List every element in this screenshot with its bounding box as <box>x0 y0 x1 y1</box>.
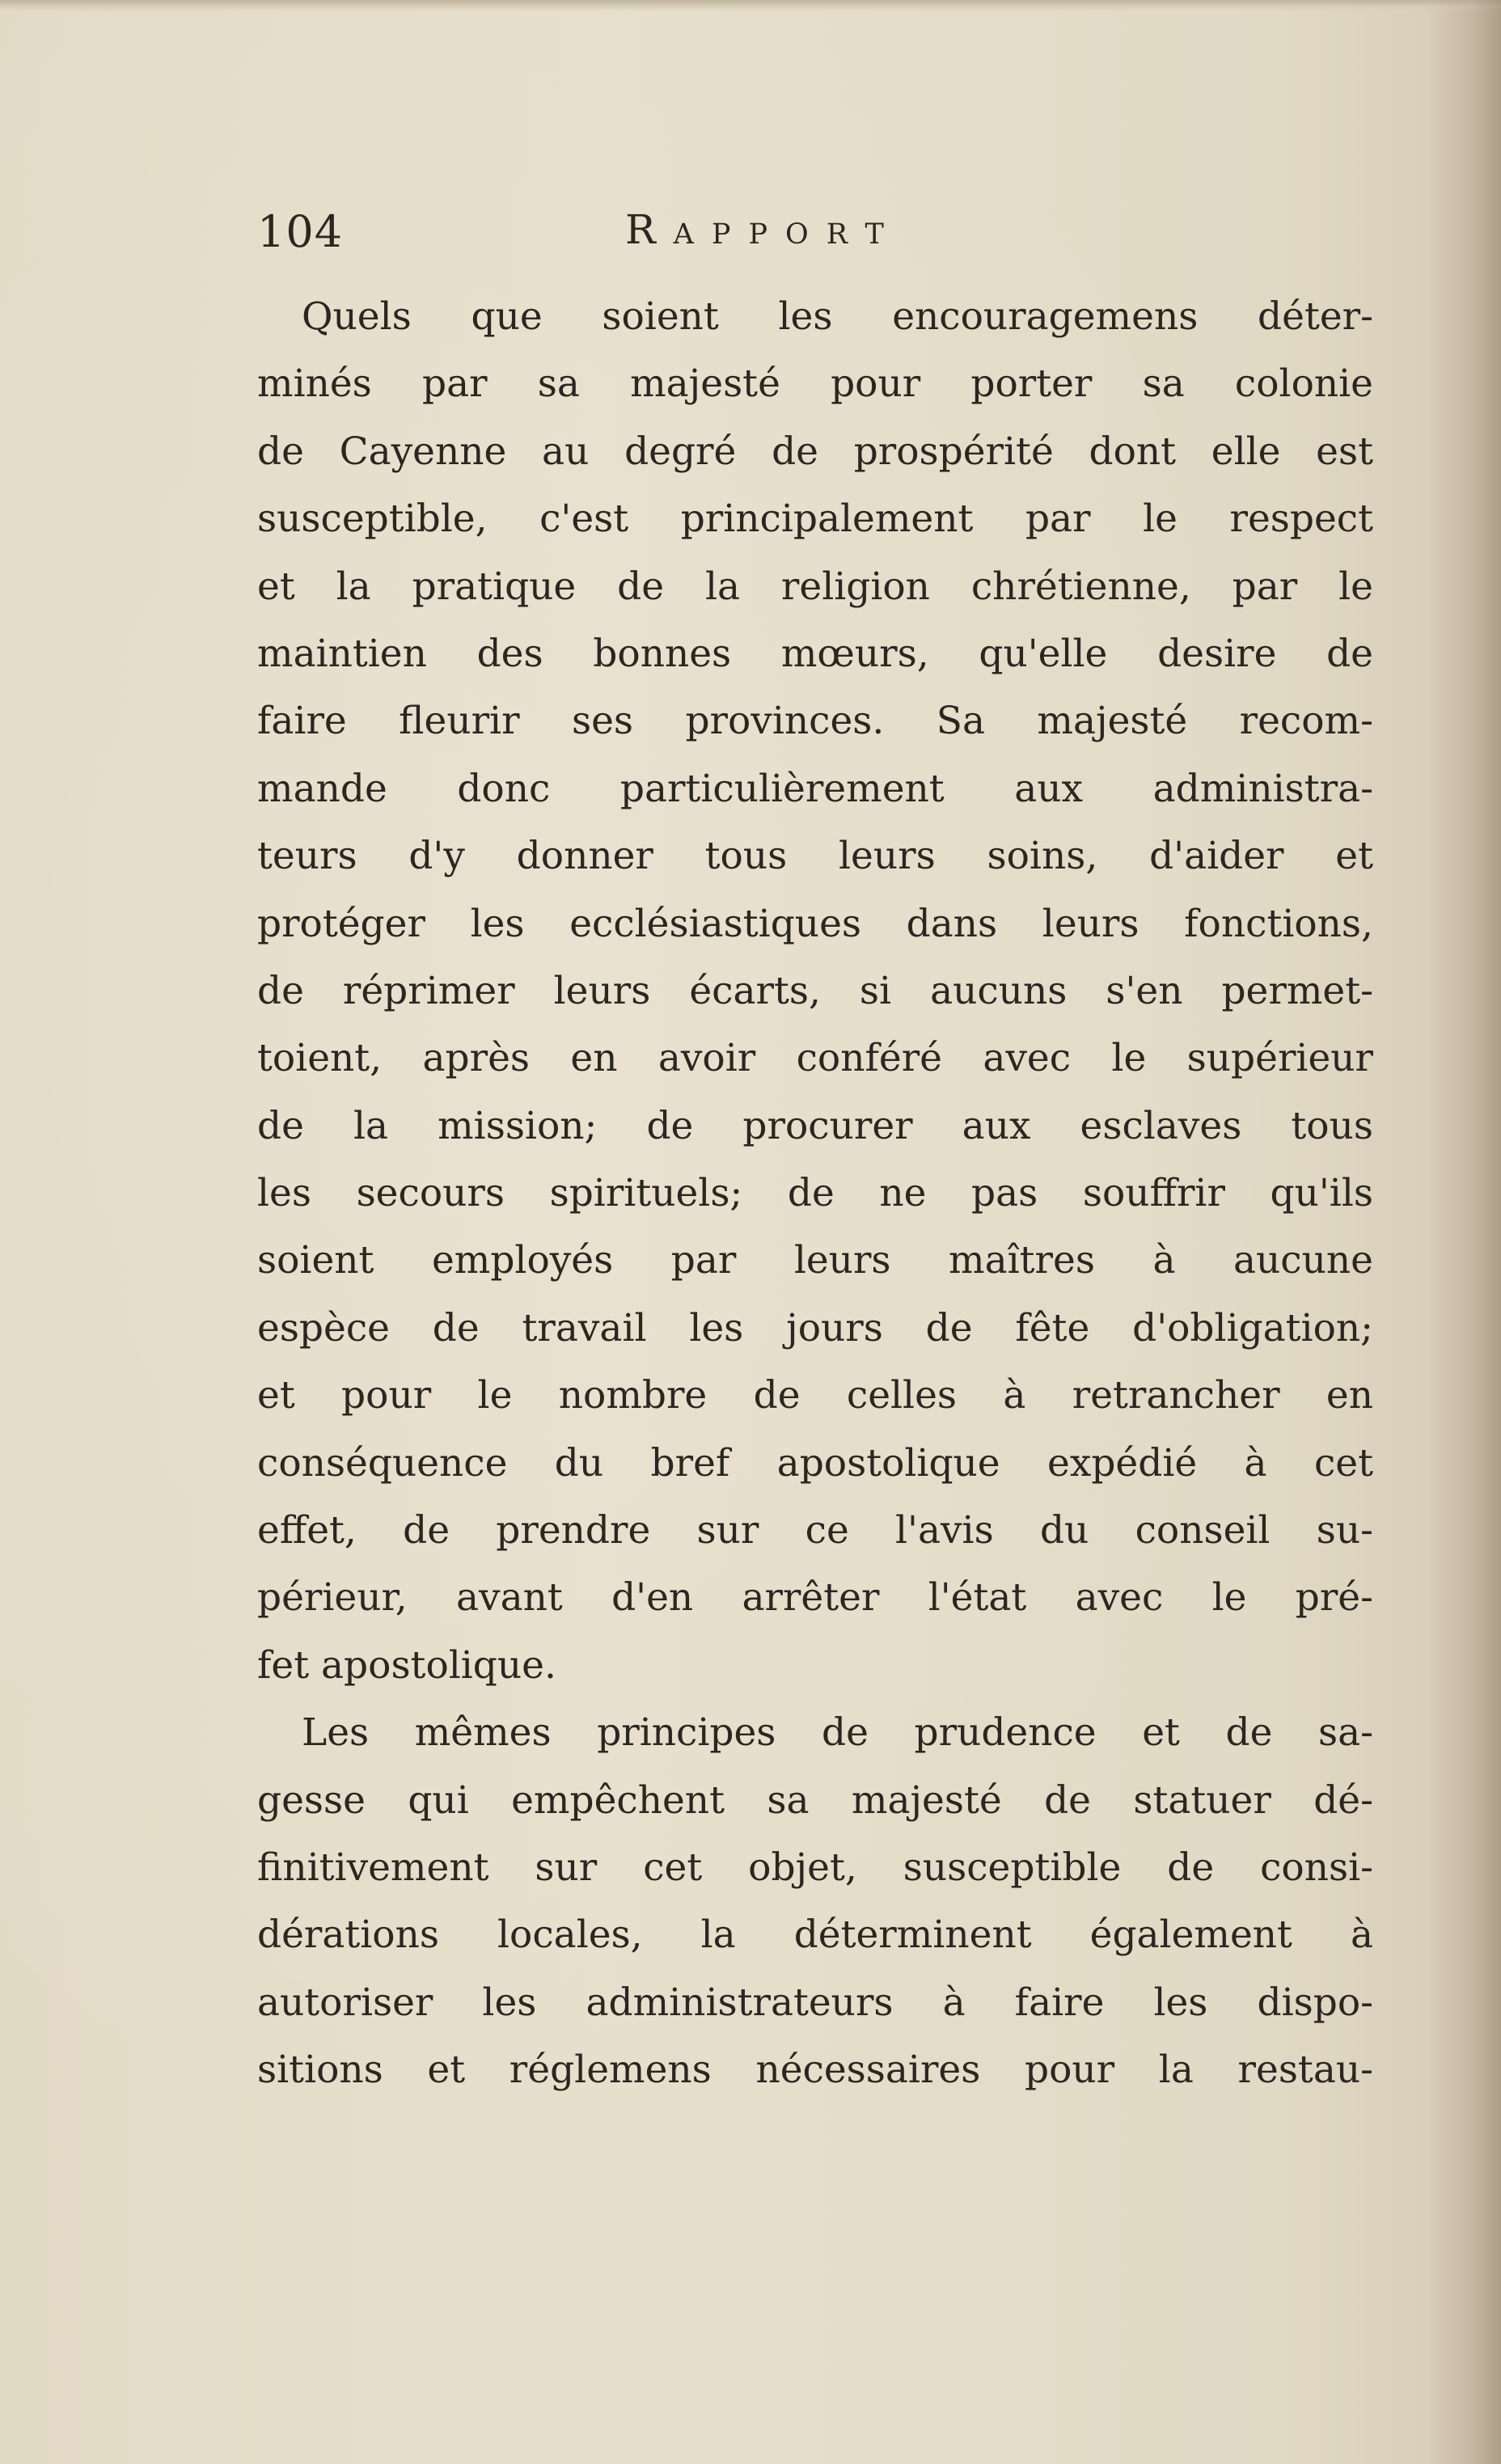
text-line: maintien des bonnes mœurs, qu'elle desire de <box>257 631 1373 676</box>
text-line: protéger les ecclésiastiques dans leurs fonctions, <box>257 901 1373 946</box>
text-line: minés par sa majesté pour porter sa colonie <box>257 361 1373 407</box>
text-line: les secours spirituels; de ne pas souffrir qu'ils <box>257 1171 1373 1216</box>
page-gutter-shadow <box>1428 0 1501 2464</box>
text-line: gesse qui empêchent sa majesté de statuer dé- <box>257 1777 1373 1823</box>
text-line: finitivement sur cet objet, susceptible de consi- <box>257 1845 1373 1890</box>
text-line: Quels que soient les encouragemens déter- <box>302 294 1373 339</box>
text-line: conséquence du bref apostolique expédié à cet <box>257 1440 1373 1486</box>
body-text <box>257 283 1373 2104</box>
text-line: soient employés par leurs maîtres à aucune <box>257 1238 1373 1283</box>
text-line: dérations locales, la déterminent également à <box>257 1912 1373 1958</box>
text-line: faire fleurir ses provinces. Sa majesté recom- <box>257 699 1373 744</box>
text-line: périeur, avant d'en arrêter l'état avec le pré- <box>257 1575 1373 1621</box>
page-header <box>257 206 1406 271</box>
text-line: sitions et réglemens nécessaires pour la restau- <box>257 2048 1373 2093</box>
text-line: de Cayenne au degré de prospérité dont elle est <box>257 429 1373 474</box>
text-line: mande donc particulièrement aux administra- <box>257 766 1373 811</box>
text-line: de réprimer leurs écarts, si aucuns s'en permet- <box>257 968 1373 1013</box>
text-line: et pour le nombre de celles à retrancher en <box>257 1373 1373 1418</box>
text-line: Les mêmes principes de prudence et de sa- <box>302 1710 1373 1756</box>
paragraph-1 <box>257 283 1373 1699</box>
running-head: Rapport <box>625 206 902 253</box>
text-line: susceptible, c'est principalement par le respect <box>257 497 1373 542</box>
paragraph-2 <box>257 1699 1373 2103</box>
page-top-edge <box>0 0 1501 11</box>
text-line: teurs d'y donner tous leurs soins, d'aider et <box>257 834 1373 879</box>
text-line: autoriser les administrateurs à faire les dispo- <box>257 1980 1373 2025</box>
page-number: 104 <box>257 206 344 257</box>
text-line: et la pratique de la religion chrétienne, par le <box>257 564 1373 609</box>
text-line: effet, de prendre sur ce l'avis du conseil su- <box>257 1508 1373 1553</box>
text-line: de la mission; de procurer aux esclaves tous <box>257 1103 1373 1148</box>
text-line: fet apostolique. <box>257 1642 556 1688</box>
text-line: espèce de travail les jours de fête d'obligation; <box>257 1305 1373 1350</box>
text-line: toient, après en avoir conféré avec le supérieur <box>257 1036 1373 1081</box>
